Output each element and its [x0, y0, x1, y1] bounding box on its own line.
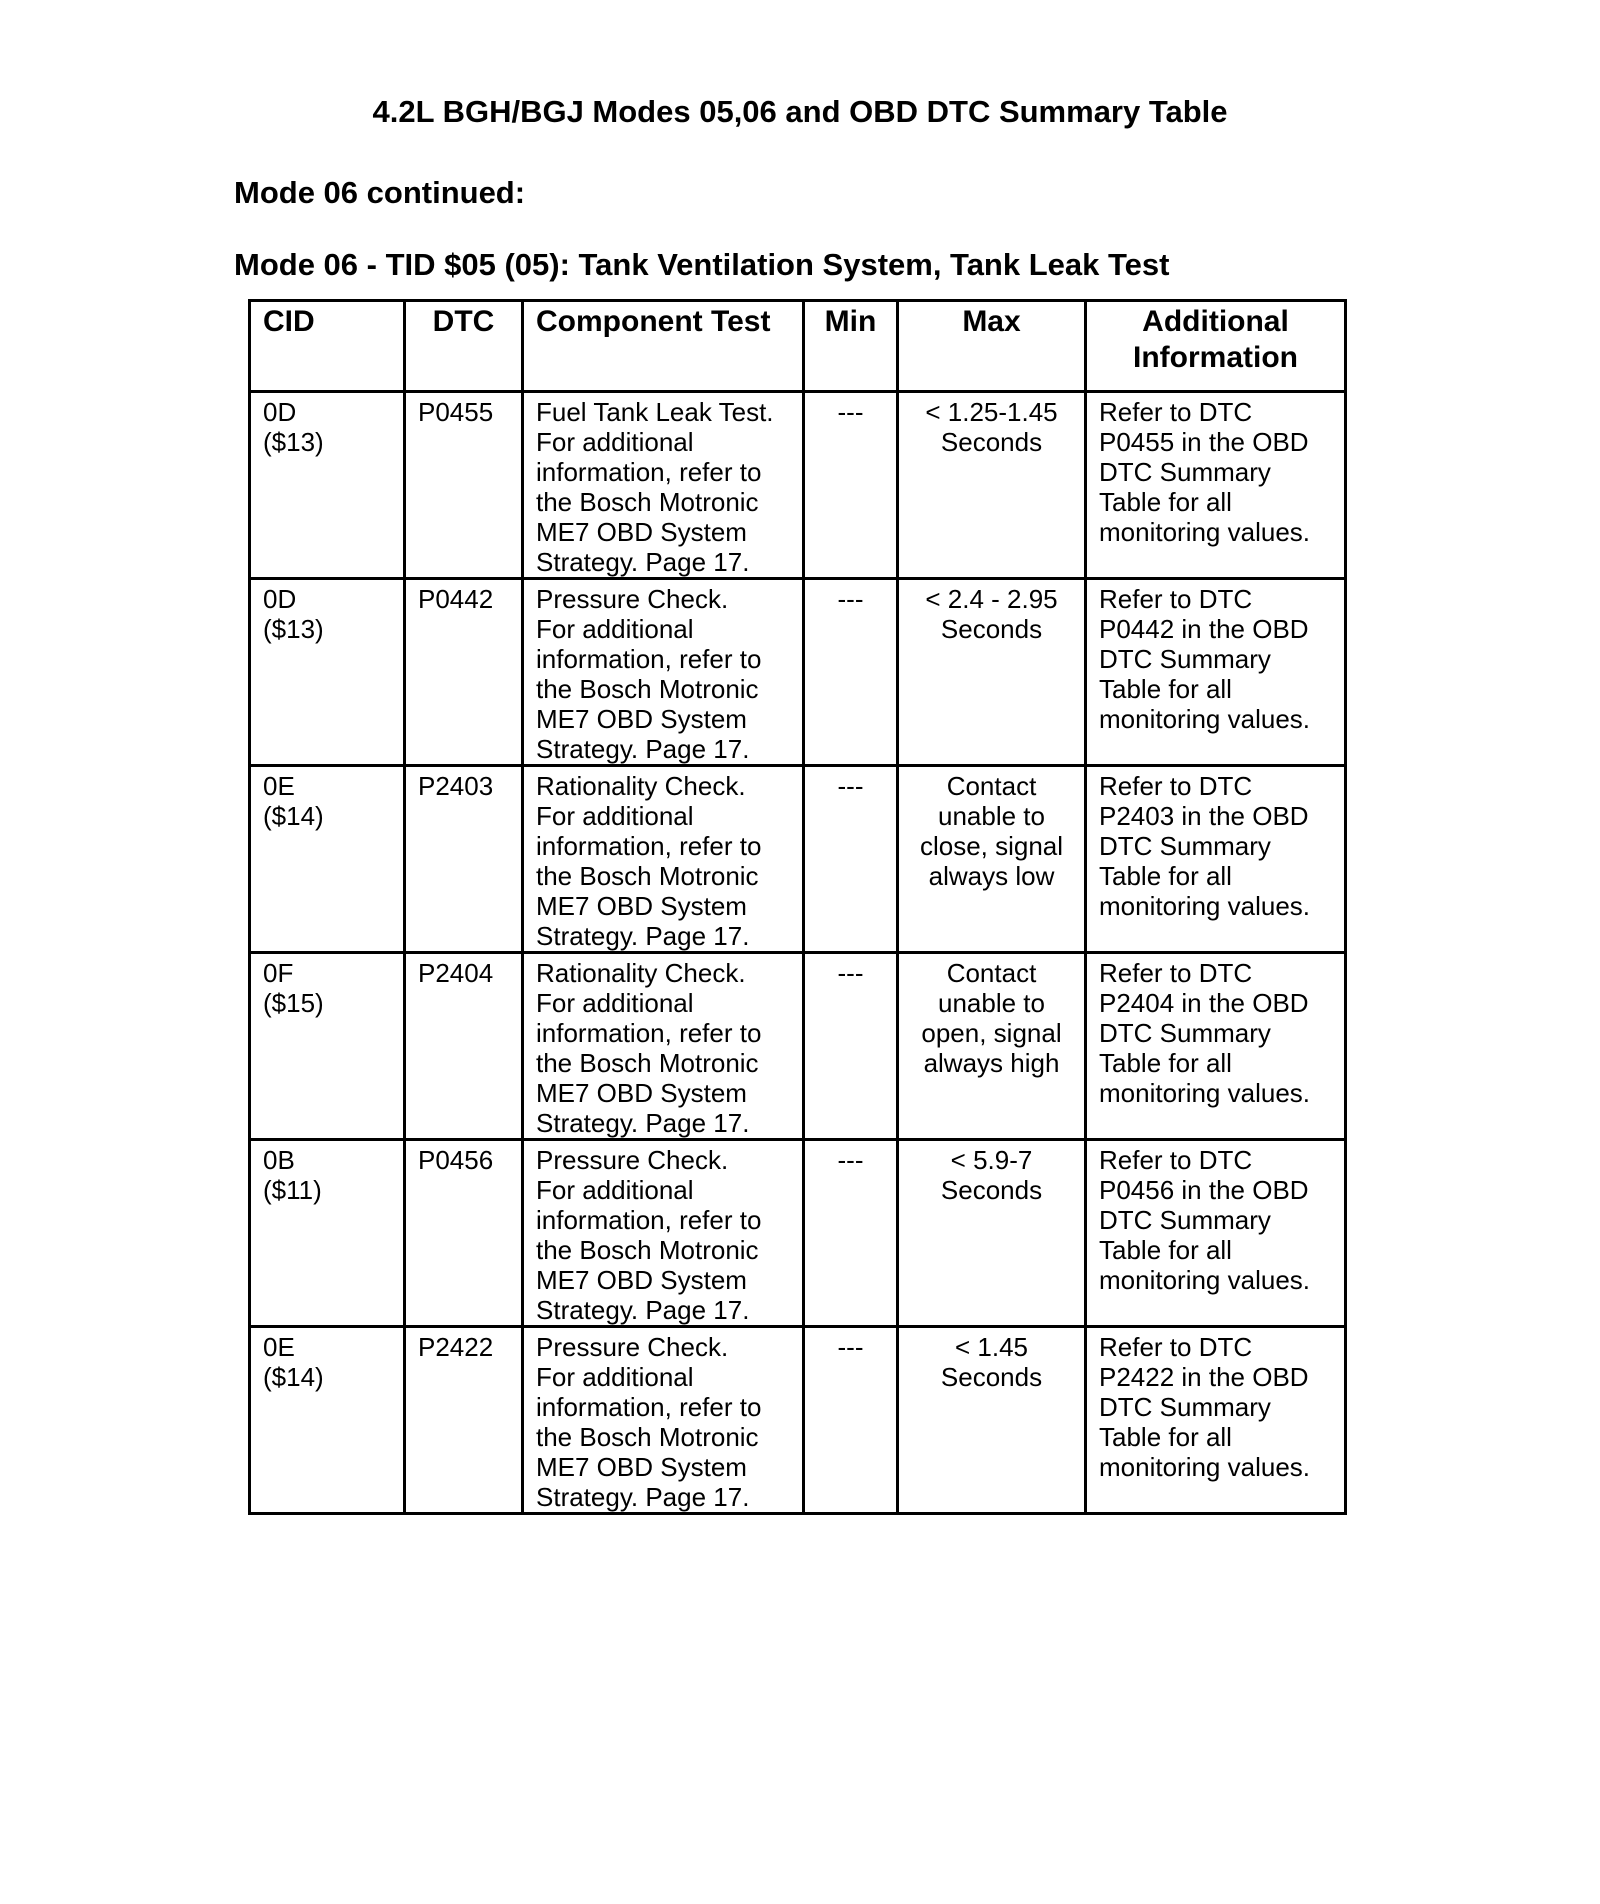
cell-dtc: P0456	[405, 1140, 523, 1327]
cell-cid: 0E ($14)	[250, 1327, 405, 1514]
cell-cid: 0D ($13)	[250, 392, 405, 579]
cell-cid: 0E ($14)	[250, 766, 405, 953]
cell-max: < 1.45 Seconds	[898, 1327, 1086, 1514]
cell-max: < 5.9-7 Seconds	[898, 1140, 1086, 1327]
mode-06-continued-heading: Mode 06 continued:	[234, 175, 526, 210]
cell-min: ---	[804, 579, 898, 766]
cell-min: ---	[804, 1327, 898, 1514]
header-max: Max	[898, 301, 1086, 392]
cell-additional-info: Refer to DTC P2403 in the OBD DTC Summary Table for all monitoring values.	[1086, 766, 1346, 953]
header-additional-information: Additional Information	[1086, 301, 1346, 392]
table-row	[250, 953, 1346, 1140]
cell-additional-info: Refer to DTC P0456 in the OBD DTC Summary Table for all monitoring values.	[1086, 1140, 1346, 1327]
page-title: 4.2L BGH/BGJ Modes 05,06 and OBD DTC Summary Table	[372, 94, 1228, 129]
table-row	[250, 766, 1346, 953]
table-row	[250, 579, 1346, 766]
cell-min: ---	[804, 953, 898, 1140]
cell-component-test: Rationality Check. For additional information, refer to the Bosch Motronic ME7 OBD System Strategy. Page 17.	[523, 766, 804, 953]
cell-dtc: P0455	[405, 392, 523, 579]
cell-additional-info: Refer to DTC P2404 in the OBD DTC Summary Table for all monitoring values.	[1086, 953, 1346, 1140]
table-row	[250, 1327, 1346, 1514]
cell-component-test: Rationality Check. For additional information, refer to the Bosch Motronic ME7 OBD System Strategy. Page 17.	[523, 953, 804, 1140]
cell-cid: 0F ($15)	[250, 953, 405, 1140]
cell-component-test: Pressure Check. For additional information, refer to the Bosch Motronic ME7 OBD System Strategy. Page 17.	[523, 1327, 804, 1514]
cell-component-test: Fuel Tank Leak Test. For additional information, refer to the Bosch Motronic ME7 OBD System Strategy. Page 17.	[523, 392, 804, 579]
table-header-row	[250, 301, 1346, 392]
header-dtc: DTC	[405, 301, 523, 392]
cell-additional-info: Refer to DTC P0442 in the OBD DTC Summary Table for all monitoring values.	[1086, 579, 1346, 766]
table-row	[250, 1140, 1346, 1327]
cell-additional-info: Refer to DTC P0455 in the OBD DTC Summary Table for all monitoring values.	[1086, 392, 1346, 579]
tid-section-heading: Mode 06 - TID $05 (05): Tank Ventilation System, Tank Leak Test	[234, 247, 1170, 282]
header-component-test: Component Test	[523, 301, 804, 392]
cell-dtc: P2403	[405, 766, 523, 953]
cell-min: ---	[804, 766, 898, 953]
cell-dtc: P2422	[405, 1327, 523, 1514]
cell-dtc: P2404	[405, 953, 523, 1140]
header-cid: CID	[250, 301, 405, 392]
cell-component-test: Pressure Check. For additional information, refer to the Bosch Motronic ME7 OBD System Strategy. Page 17.	[523, 579, 804, 766]
cell-cid: 0B ($11)	[250, 1140, 405, 1327]
cell-max: Contact unable to close, signal always low	[898, 766, 1086, 953]
cell-max: Contact unable to open, signal always high	[898, 953, 1086, 1140]
cell-max: < 2.4 - 2.95 Seconds	[898, 579, 1086, 766]
cell-additional-info: Refer to DTC P2422 in the OBD DTC Summary Table for all monitoring values.	[1086, 1327, 1346, 1514]
header-min: Min	[804, 301, 898, 392]
cell-component-test: Pressure Check. For additional information, refer to the Bosch Motronic ME7 OBD System Strategy. Page 17.	[523, 1140, 804, 1327]
cell-min: ---	[804, 1140, 898, 1327]
cell-max: < 1.25-1.45 Seconds	[898, 392, 1086, 579]
table-row	[250, 392, 1346, 579]
cell-dtc: P0442	[405, 579, 523, 766]
cell-min: ---	[804, 392, 898, 579]
cell-cid: 0D ($13)	[250, 579, 405, 766]
dtc-summary-table	[248, 299, 1347, 1515]
